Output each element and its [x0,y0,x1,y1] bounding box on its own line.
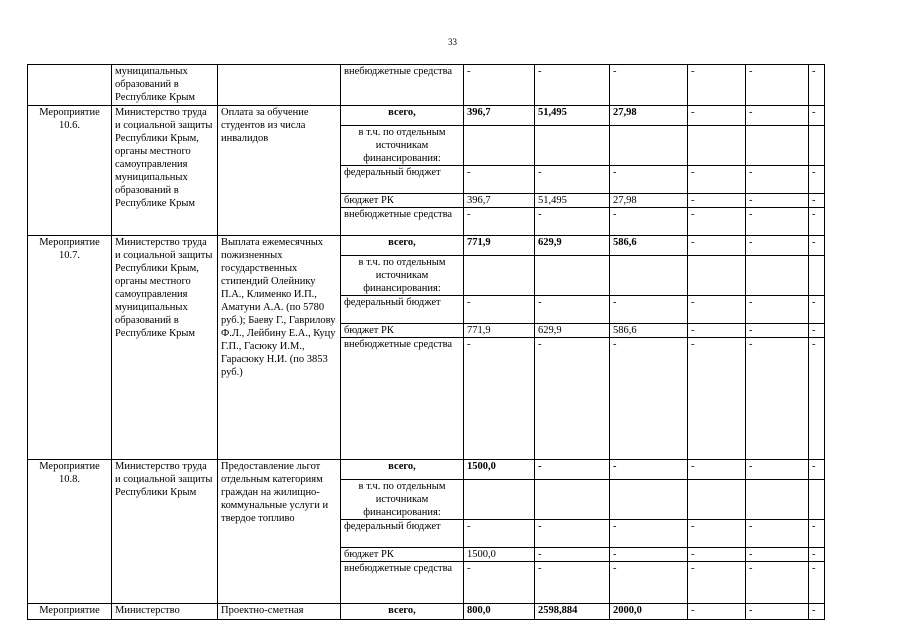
value-cell: - [688,194,746,208]
value-empty [610,480,688,520]
value-cell: 1500,0 [464,548,535,562]
value-total: - [535,460,610,480]
value-cell: - [746,208,809,236]
source-offbudget: внебюджетные средства [341,338,464,460]
source-cell: внебюджетные средства [341,65,464,106]
value-total: - [688,106,746,126]
source-total: всего, [341,106,464,126]
source-total: всего, [341,236,464,256]
source-total: всего, [341,604,464,620]
page-number: 33 [448,37,457,47]
value-cell: - [610,166,688,194]
value-total: - [746,460,809,480]
value-empty [809,256,825,296]
description-cell [218,65,341,106]
source-federal: федеральный бюджет [341,296,464,324]
value-total: - [809,106,825,126]
value-cell: - [610,65,688,106]
value-cell: - [610,562,688,604]
value-cell: - [464,562,535,604]
event-label: Мероприятие 10.7. [28,236,112,460]
value-cell: - [535,296,610,324]
value-total: - [746,106,809,126]
value-total: 800,0 [464,604,535,620]
source-rk: бюджет РК [341,194,464,208]
value-cell: - [809,562,825,604]
value-total: - [688,236,746,256]
event-label [28,65,112,106]
value-total: - [610,460,688,480]
value-empty [610,256,688,296]
value-total: - [809,604,825,620]
event-total-row [28,106,825,126]
value-empty [464,480,535,520]
value-total: 771,9 [464,236,535,256]
value-empty [688,480,746,520]
value-cell: - [610,338,688,460]
value-cell: - [809,324,825,338]
value-total: - [746,236,809,256]
value-empty [535,480,610,520]
value-cell: - [535,562,610,604]
value-empty [746,480,809,520]
value-total: 2598,884 [535,604,610,620]
budget-table [27,64,825,620]
value-cell: - [809,65,825,106]
value-cell: - [746,520,809,548]
value-cell: 51,495 [535,194,610,208]
description-cell: Выплата ежемесячных пожизненных государственных стипендий Олейнику П.А., Клименко И.П., Аматуни А.А. (по 5780 руб.); Баеву Г., Гаврилову Ф.Л., Лейбину Е.А., Куцу Г.П., Гасюку И.М., Гарасюку Н.И. (по 3853 руб.) [218,236,341,460]
value-cell: - [688,296,746,324]
value-total: 586,6 [610,236,688,256]
source-rk: бюджет РК [341,548,464,562]
value-cell: - [746,338,809,460]
value-cell: - [688,520,746,548]
value-cell: - [688,208,746,236]
value-total: 2000,0 [610,604,688,620]
value-cell: - [688,324,746,338]
value-empty [464,256,535,296]
value-cell: - [809,166,825,194]
value-total: 396,7 [464,106,535,126]
value-cell: - [746,296,809,324]
value-cell: - [464,208,535,236]
value-cell: - [464,338,535,460]
value-cell: - [809,520,825,548]
value-cell: - [809,208,825,236]
executor-cell: Министерство труда и социальной защиты Республики Крым [112,460,218,604]
value-cell: - [688,562,746,604]
source-federal: федеральный бюджет [341,166,464,194]
executor-cell: Министерство труда и социальной защиты Республики Крым, органы местного самоуправления муниципальных образований в Республике Крым [112,236,218,460]
value-total: - [688,460,746,480]
event-label: Мероприятие 10.6. [28,106,112,236]
event-label: Мероприятие [28,604,112,620]
value-cell: 396,7 [464,194,535,208]
value-empty [809,126,825,166]
value-cell: - [688,548,746,562]
event-total-row [28,604,825,620]
value-cell: - [535,65,610,106]
value-cell: - [610,208,688,236]
value-total: 27,98 [610,106,688,126]
value-cell: - [535,208,610,236]
value-cell: - [535,548,610,562]
executor-cell: Министерство труда и социальной защиты Республики Крым, органы местного самоуправления муниципальных образований в Республике Крым [112,106,218,236]
value-empty [688,256,746,296]
value-cell: - [746,194,809,208]
budget-table-body [28,65,825,620]
source-offbudget: внебюджетные средства [341,562,464,604]
description-cell: Предоставление льгот отдельным категориям граждан на жилищно-коммунальные услуги и твердое топливо [218,460,341,604]
value-cell: - [464,65,535,106]
source-incl: в т.ч. по отдельным источникам финансирования: [341,480,464,520]
value-empty [464,126,535,166]
event-total-row [28,460,825,480]
value-cell: - [809,194,825,208]
source-incl: в т.ч. по отдельным источникам финансирования: [341,256,464,296]
value-cell: - [535,520,610,548]
value-empty [809,480,825,520]
value-empty [535,126,610,166]
value-cell: 586,6 [610,324,688,338]
value-cell: - [746,548,809,562]
value-total: - [809,236,825,256]
value-total: - [809,460,825,480]
value-cell: - [809,548,825,562]
value-empty [746,126,809,166]
description-cell: Проектно-сметная [218,604,341,620]
value-cell: - [688,65,746,106]
executor-cell: Министерство [112,604,218,620]
value-cell: - [688,166,746,194]
value-cell: - [464,296,535,324]
value-cell: - [746,166,809,194]
value-cell: - [610,548,688,562]
executor-cell: муниципальных образований в Республике Крым [112,65,218,106]
source-rk: бюджет РК [341,324,464,338]
value-cell: - [688,338,746,460]
value-total: 1500,0 [464,460,535,480]
value-cell: - [464,520,535,548]
value-cell: 629,9 [535,324,610,338]
value-cell: 771,9 [464,324,535,338]
value-cell: 27,98 [610,194,688,208]
source-federal: федеральный бюджет [341,520,464,548]
value-cell: - [464,166,535,194]
carryover-row [28,65,825,106]
value-total: - [688,604,746,620]
value-total: 51,495 [535,106,610,126]
value-empty [610,126,688,166]
description-cell: Оплата за обучение студентов из числа инвалидов [218,106,341,236]
value-cell: - [535,166,610,194]
event-total-row [28,236,825,256]
value-cell: - [610,520,688,548]
source-offbudget: внебюджетные средства [341,208,464,236]
value-empty [535,256,610,296]
value-cell: - [746,65,809,106]
value-total: 629,9 [535,236,610,256]
value-cell: - [746,562,809,604]
source-total: всего, [341,460,464,480]
value-cell: - [610,296,688,324]
value-empty [688,126,746,166]
value-cell: - [809,338,825,460]
source-incl: в т.ч. по отдельным источникам финансирования: [341,126,464,166]
value-cell: - [809,296,825,324]
event-label: Мероприятие 10.8. [28,460,112,604]
value-total: - [746,604,809,620]
value-cell: - [746,324,809,338]
value-empty [746,256,809,296]
value-cell: - [535,338,610,460]
